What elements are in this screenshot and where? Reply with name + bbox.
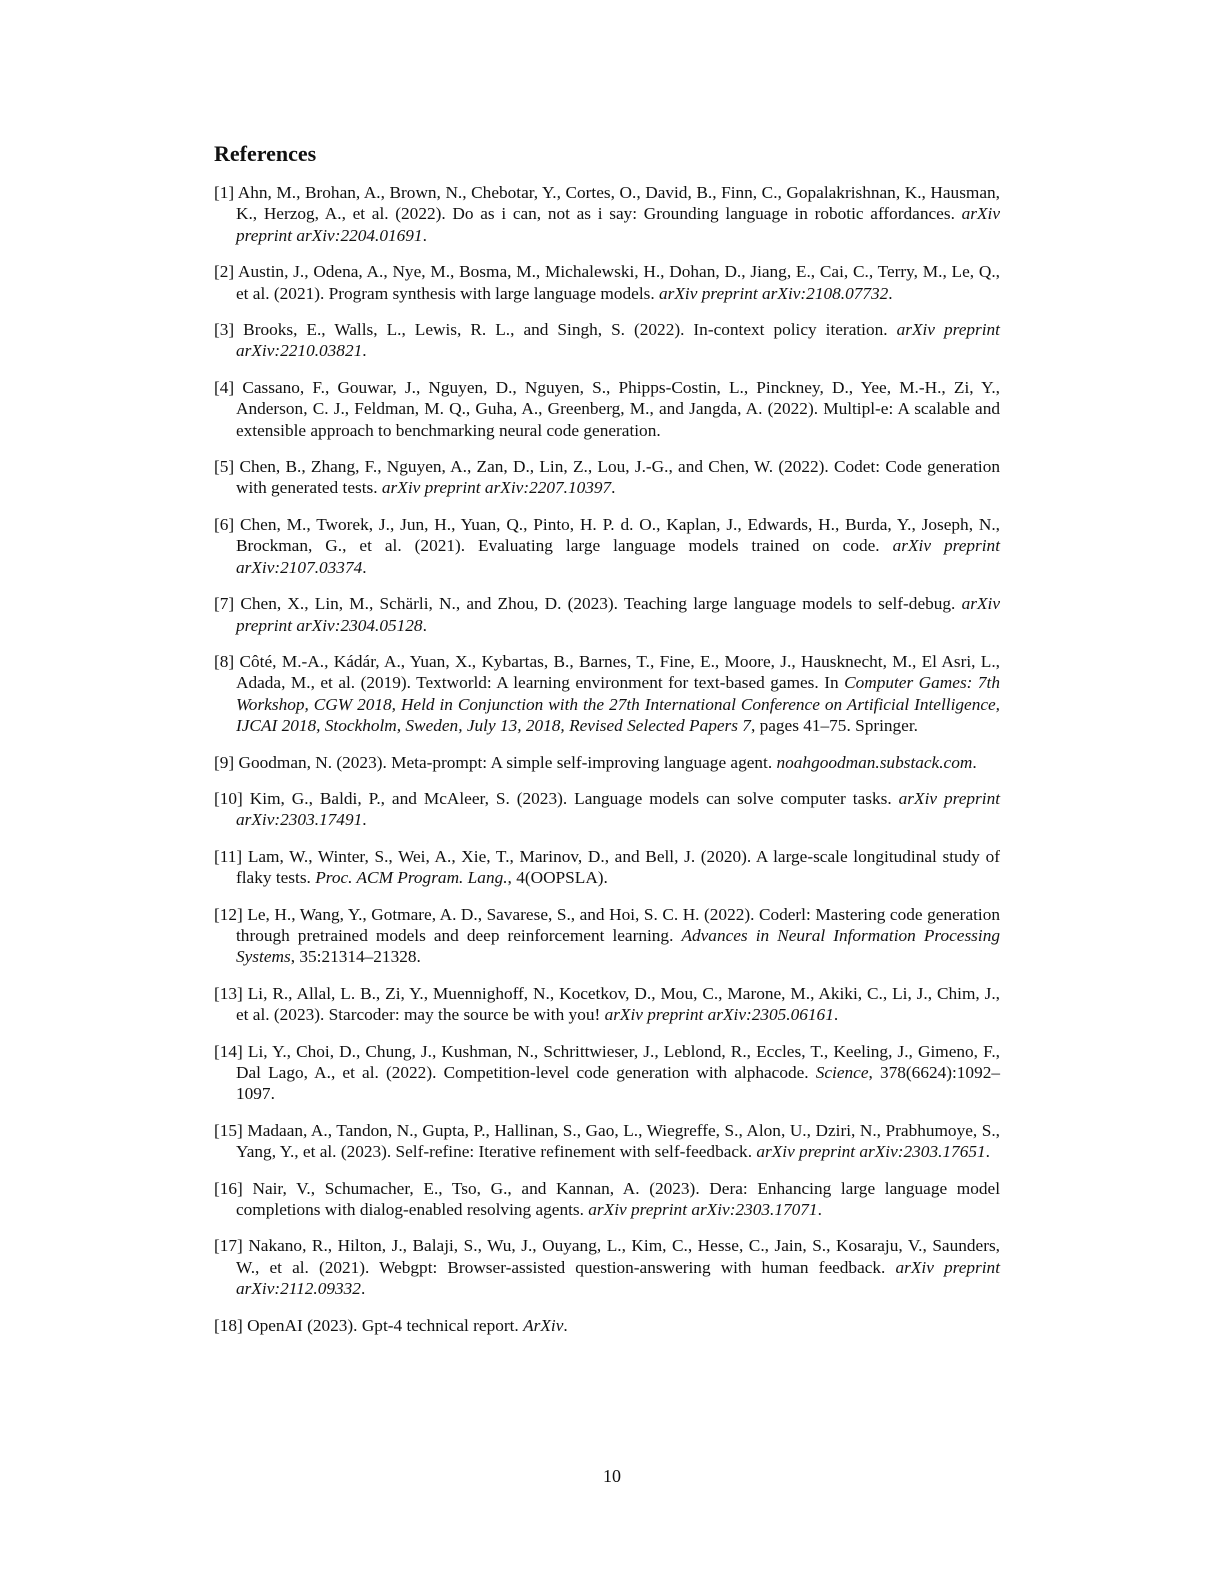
reference-venue: Computer Games: 7th Workshop, CGW 2018, Held in Conjunction with the 27th International Conference on Artificial Intelligence, IJCAI 2018, Stockholm, Sweden, July 13, 2018, Revised Selected Papers 7 [236, 673, 1000, 736]
reference-venue: arXiv preprint arXiv:2303.17071 [588, 1200, 818, 1220]
reference-item [214, 456, 1000, 499]
reference-number: [6] [214, 514, 235, 534]
reference-item [214, 788, 1000, 831]
reference-tail: . [563, 1315, 568, 1335]
reference-tail: . [360, 1279, 366, 1299]
reference-tail: . [985, 1142, 990, 1162]
reference-text: Côté, M.-A., Kádár, A., Yuan, X., Kybartas, B., Barnes, T., Fine, E., Moore, J., Hausknecht, M., El Asri, L., Adada, M., et al. (2019). Textworld: A learning environment for text-based games. In [236, 651, 1000, 693]
reference-text: Chen, B., Zhang, F., Nguyen, A., Zan, D., Lin, Z., Lou, J.-G., and Chen, W. (2022). Codet: Code generation with generated tests. [236, 457, 1001, 498]
reference-venue: Proc. ACM Program. Lang. [315, 868, 508, 888]
reference-number: [13] [214, 983, 243, 1003]
reference-venue: Advances in Neural Information Processing Systems [236, 925, 1000, 967]
reference-tail: , pages 41–75. Springer. [750, 716, 918, 736]
reference-item [214, 1120, 1000, 1163]
reference-tail: . [422, 615, 427, 635]
reference-item [214, 651, 1000, 737]
reference-number: [7] [214, 594, 235, 614]
reference-number: [11] [214, 846, 243, 866]
reference-item [214, 377, 1000, 441]
reference-text: Chen, M., Tworek, J., Jun, H., Yuan, Q., Pinto, H. P. d. O., Kaplan, J., Edwards, H., Burda, Y., Joseph, N., Brockman, G., et al. (2021). Evaluating large language models trained on code. [236, 514, 1000, 556]
reference-text: OpenAI (2023). Gpt-4 technical report. [247, 1315, 524, 1335]
reference-item [214, 846, 1000, 889]
reference-text: Nakano, R., Hilton, J., Balaji, S., Wu, J., Ouyang, L., Kim, C., Hesse, C., Jain, S., Kosaraju, V., Saunders, W., et al. (2021). Webgpt: Browser-assisted question-answering with human feedback. [236, 1236, 1000, 1277]
reference-list [214, 182, 1000, 1336]
reference-tail: . [888, 283, 893, 303]
reference-item [214, 514, 1000, 578]
reference-text: Kim, G., Baldi, P., and McAleer, S. (2023). Language models can solve computer tasks. [249, 788, 899, 808]
reference-venue: ArXiv [523, 1315, 564, 1335]
reference-text: Nair, V., Schumacher, E., Tso, G., and Kannan, A. (2023). Dera: Enhancing large language model completions with dialog-enabled resolving agents. [236, 1178, 1000, 1220]
reference-tail: . [422, 225, 427, 245]
reference-venue: arXiv preprint arXiv:2210.03821 [236, 320, 1000, 361]
reference-venue: arXiv preprint arXiv:2305.06161 [604, 1005, 834, 1025]
reference-venue: arXiv preprint arXiv:2207.10397 [381, 478, 612, 498]
reference-number: [5] [214, 457, 235, 477]
reference-number: [4] [214, 377, 235, 397]
reference-number: [18] [214, 1315, 243, 1335]
reference-venue: arXiv preprint arXiv:2304.05128 [236, 594, 1000, 635]
reference-number: [3] [214, 320, 235, 340]
reference-item [214, 1315, 1000, 1336]
reference-text: Li, Y., Choi, D., Chung, J., Kushman, N., Schrittwieser, J., Leblond, R., Eccles, T., Keeling, J., Gimeno, F., Dal Lago, A., et al. (2022). Competition-level code generation with alphacode. [236, 1041, 1000, 1082]
reference-tail: . [611, 478, 616, 498]
reference-text: Brooks, E., Walls, L., Lewis, R. L., and Singh, S. (2022). In-context policy iteration. [243, 320, 897, 340]
reference-venue: arXiv preprint arXiv:2303.17491 [236, 788, 1001, 830]
reference-text: Cassano, F., Gouwar, J., Nguyen, D., Nguyen, S., Phipps-Costin, L., Pinckney, D., Yee, M.-H., Zi, Y., Anderson, C. J., Feldman, M. Q., Guha, A., Greenberg, M., and Jangda, A. (2022). Multipl-e: A scalable and extensible approach to benchmarking neural code generation. [236, 377, 1001, 440]
reference-item [214, 904, 1000, 968]
reference-number: [2] [214, 262, 235, 282]
reference-item [214, 1178, 1000, 1221]
reference-tail: . [362, 557, 367, 577]
reference-number: [17] [214, 1236, 243, 1256]
reference-number: [10] [214, 788, 243, 808]
page-number: 10 [603, 1466, 621, 1486]
section-heading: References [214, 141, 317, 166]
reference-item [214, 182, 1000, 246]
reference-item [214, 1235, 1000, 1299]
reference-tail: , 35:21314–21328. [290, 947, 421, 967]
reference-tail: . [833, 1005, 839, 1025]
reference-tail: , 4(OOPSLA). [507, 868, 608, 888]
reference-tail: . [817, 1200, 822, 1220]
reference-venue: arXiv preprint arXiv:2108.07732 [659, 283, 889, 303]
reference-tail: . [362, 810, 367, 830]
reference-venue: arXiv preprint arXiv:2303.17651 [756, 1142, 986, 1162]
reference-venue: arXiv preprint arXiv:2112.09332 [236, 1257, 1000, 1299]
reference-tail: . [362, 341, 367, 361]
reference-item [214, 983, 1000, 1026]
reference-number: [12] [214, 904, 243, 924]
reference-number: [1] [214, 183, 235, 202]
reference-venue: arXiv preprint arXiv:2107.03374 [236, 536, 1001, 577]
reference-text: Le, H., Wang, Y., Gotmare, A. D., Savarese, S., and Hoi, S. C. H. (2022). Coderl: Mastering code generation through pretrained models and deep reinforcement learning. [236, 904, 1000, 945]
reference-venue: Science [815, 1063, 869, 1082]
reference-text: Goodman, N. (2023). Meta-prompt: A simple self-improving language agent. [238, 752, 777, 772]
reference-item [214, 319, 1000, 362]
reference-number: [16] [214, 1178, 243, 1198]
reference-text: Austin, J., Odena, A., Nye, M., Bosma, M., Michalewski, H., Dohan, D., Jiang, E., Cai, C., Terry, M., Le, Q., et al. (2021). Program synthesis with large language models. [236, 262, 1000, 303]
reference-text: Lam, W., Winter, S., Wei, A., Xie, T., Marinov, D., and Bell, J. (2020). A large-scale longitudinal study of flaky tests. [236, 846, 1000, 888]
reference-number: [15] [214, 1120, 243, 1140]
reference-text: Li, R., Allal, L. B., Zi, Y., Muennighoff, N., Kocetkov, D., Mou, C., Marone, M., Akiki, C., Li, J., Chim, J., et al. (2023). Starcoder: may the source be with you! [236, 983, 1000, 1025]
reference-item [214, 593, 1000, 636]
reference-text: Madaan, A., Tandon, N., Gupta, P., Hallinan, S., Gao, L., Wiegreffe, S., Alon, U., Dziri, N., Prabhumoye, S., Yang, Y., et al. (2023). Self-refine: Iterative refinement with self-feedback. [236, 1120, 1001, 1162]
reference-text: Ahn, M., Brohan, A., Brown, N., Chebotar, Y., Cortes, O., David, B., Finn, C., Gopalakrishnan, K., Hausman, K., Herzog, A., et al. (2022). Do as i can, not as i say: Grounding language in robotic affordances. [236, 183, 1000, 224]
reference-item [214, 261, 1000, 304]
references-section [214, 140, 1000, 1351]
reference-item [214, 1041, 1000, 1105]
reference-number: [14] [214, 1041, 243, 1061]
reference-text: Chen, X., Lin, M., Schärli, N., and Zhou, D. (2023). Teaching large language models to self-debug. [240, 594, 962, 614]
reference-number: [8] [214, 651, 235, 671]
reference-venue: arXiv preprint arXiv:2204.01691 [236, 204, 1000, 245]
reference-item [214, 752, 1000, 773]
reference-number: [9] [214, 752, 235, 772]
reference-tail: . [972, 752, 977, 772]
reference-tail: , 378(6624):1092–1097. [236, 1063, 1000, 1104]
reference-venue: noahgoodman.substack.com [776, 752, 973, 772]
